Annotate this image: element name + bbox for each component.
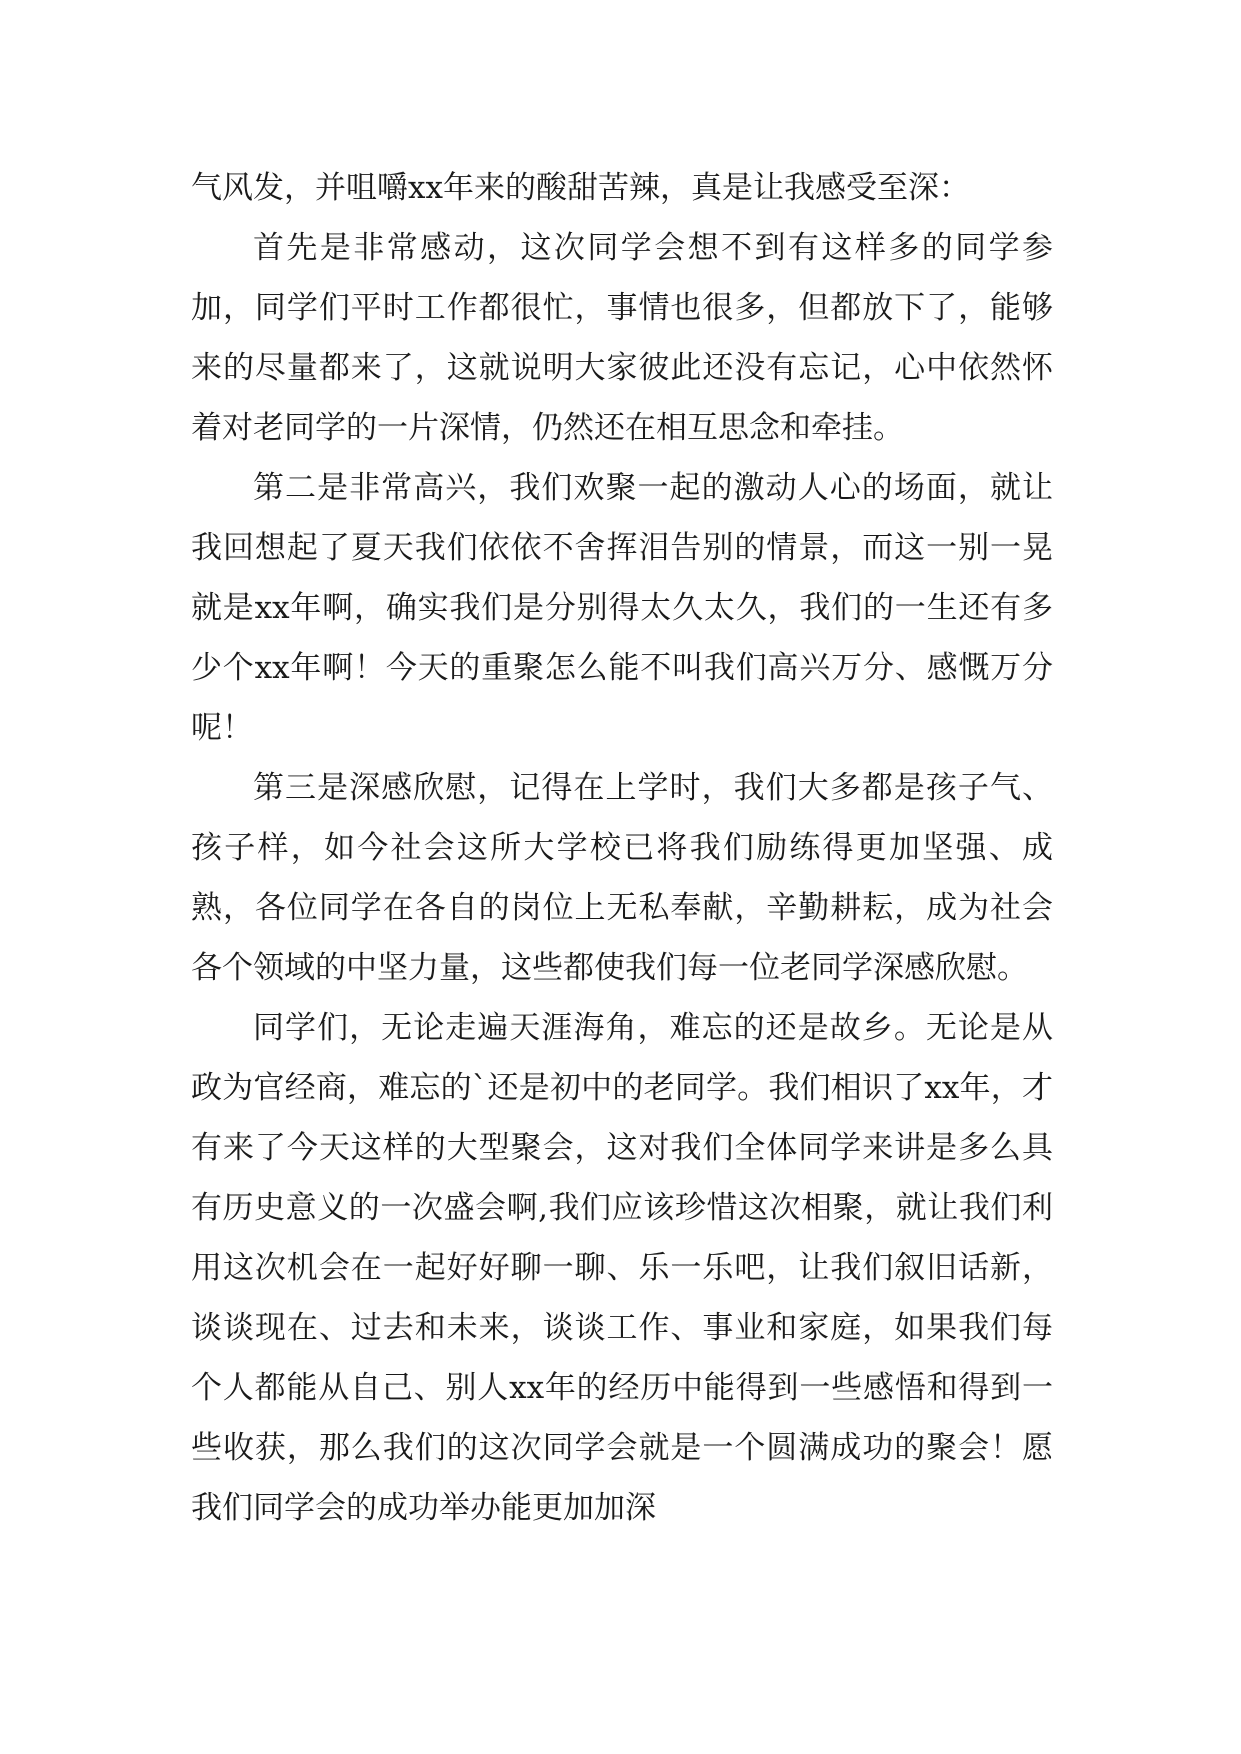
paragraph-second-point: 第二是非常高兴，我们欢聚一起的激动人心的场面，就让我回想起了夏天我们依依不舍挥泪告别的情景，而这一别一晃就是xx年啊，确实我们是分别得太久太久，我们的一生还有多少个xx年啊！今天的重聚怎么能不叫我们高兴万分、感慨万分呢！ [191, 470, 1053, 746]
paragraph-first-point: 首先是非常感动，这次同学会想不到有这样多的同学参加，同学们平时工作都很忙，事情也很多，但都放下了，能够来的尽量都来了，这就说明大家彼此还没有忘记，心中依然怀着对老同学的一片深情，仍然还在相互思念和牵挂。 [191, 230, 1053, 446]
document-body [191, 158, 1053, 1538]
paragraph-third-point: 第三是深感欣慰，记得在上学时，我们大多都是孩子气、孩子样，如今社会这所大学校已将我们励练得更加坚强、成熟，各位同学在各自的岗位上无私奉献，辛勤耕耘，成为社会各个领域的中坚力量，这些都使我们每一位老同学深感欣慰。 [191, 770, 1053, 986]
paragraph-continuation: 气风发，并咀嚼xx年来的酸甜苦辣，真是让我感受至深： [191, 170, 970, 206]
paragraph-closing: 同学们，无论走遍天涯海角，难忘的还是故乡。无论是从政为官经商，难忘的`还是初中的老同学。我们相识了xx年，才有来了今天这样的大型聚会，这对我们全体同学来讲是多么具有历史意义的一次盛会啊,我们应该珍惜这次相聚，就让我们利用这次机会在一起好好聊一聊、乐一乐吧，让我们叙旧话新，谈谈现在、过去和未来，谈谈工作、事业和家庭，如果我们每个人都能从自己、别人xx年的经历中能得到一些感悟和得到一些收获，那么我们的这次同学会就是一个圆满成功的聚会！愿我们同学会的成功举办能更加加深 [191, 1010, 1053, 1526]
